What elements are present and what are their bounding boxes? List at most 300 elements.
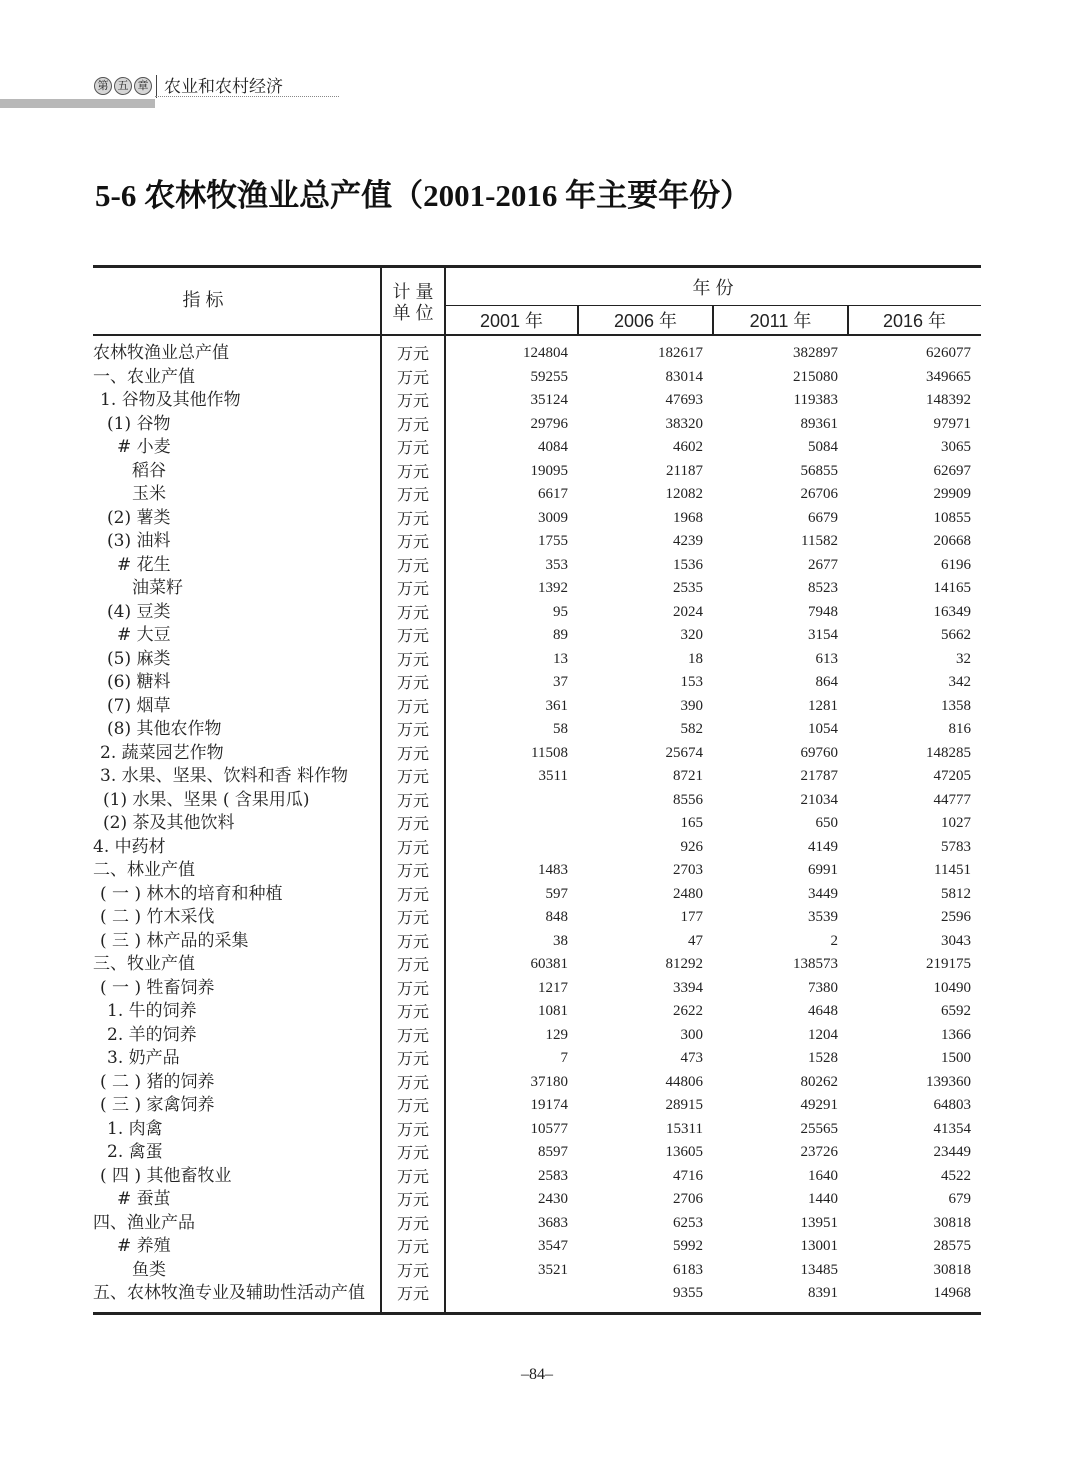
row-unit: 万元 bbox=[396, 508, 429, 528]
value-col-2: 28915 bbox=[665, 1097, 703, 1113]
value-col-4: 3065 bbox=[941, 439, 971, 455]
value-col-4: 219175 bbox=[926, 956, 971, 972]
page-title: 5-6 农林牧渔业总产值（2001-2016 年主要年份） bbox=[95, 178, 752, 213]
value-col-2: 473 bbox=[680, 1050, 703, 1066]
row-unit: 万元 bbox=[396, 579, 429, 598]
header-year: 2016 年 bbox=[882, 311, 947, 331]
row-unit: 万元 bbox=[396, 532, 429, 551]
value-col-3: 4648 bbox=[808, 1003, 838, 1019]
row-label: # 蚕茧 bbox=[117, 1189, 171, 1209]
table-row bbox=[93, 1282, 981, 1306]
value-col-4: 30818 bbox=[933, 1261, 971, 1278]
row-label: 三、牧业产值 bbox=[93, 954, 195, 974]
row-label: (6) 糖料 bbox=[107, 672, 171, 692]
value-col-1: 19095 bbox=[530, 462, 568, 479]
value-col-2: 5992 bbox=[673, 1238, 703, 1254]
value-col-3: 89361 bbox=[800, 415, 838, 432]
value-col-1: 59255 bbox=[530, 368, 568, 385]
value-col-3: 864 bbox=[815, 674, 838, 690]
value-col-2: 47693 bbox=[665, 392, 703, 408]
table-row bbox=[93, 742, 981, 766]
value-col-1: 124804 bbox=[523, 345, 568, 361]
row-label: ( 一 ) 林木的培育和种植 bbox=[100, 883, 283, 904]
row-label: # 大豆 bbox=[117, 625, 171, 645]
chapter-badge-char: 五 bbox=[114, 77, 132, 95]
row-unit: 万元 bbox=[396, 790, 429, 810]
value-col-3: 613 bbox=[815, 650, 838, 667]
value-col-1: 2430 bbox=[538, 1191, 568, 1207]
row-unit: 万元 bbox=[396, 485, 429, 504]
value-col-4: 816 bbox=[948, 721, 971, 737]
value-col-4: 3043 bbox=[941, 932, 971, 949]
value-col-2: 582 bbox=[680, 721, 703, 737]
row-label: 稻谷 bbox=[132, 460, 166, 481]
value-col-3: 3449 bbox=[808, 885, 838, 902]
value-col-3: 8523 bbox=[808, 580, 838, 596]
row-label: # 养殖 bbox=[117, 1236, 171, 1256]
row-unit: 万元 bbox=[396, 391, 429, 410]
value-col-2: 320 bbox=[680, 627, 703, 643]
row-label: ( 二 ) 猪的饲养 bbox=[100, 1071, 215, 1092]
value-col-1: 11508 bbox=[531, 744, 568, 761]
value-col-4: 14165 bbox=[933, 580, 971, 596]
value-col-2: 3394 bbox=[673, 979, 703, 996]
value-col-3: 21787 bbox=[800, 768, 838, 784]
row-label: (2) 茶及其他饮料 bbox=[103, 813, 235, 833]
table-row bbox=[93, 413, 981, 437]
value-col-4: 29909 bbox=[933, 486, 971, 502]
value-col-1 bbox=[445, 789, 578, 813]
value-col-4: 4522 bbox=[941, 1167, 971, 1184]
value-col-1: 361 bbox=[545, 697, 568, 714]
row-label: 2. 禽蛋 bbox=[107, 1142, 163, 1162]
value-col-2: 6183 bbox=[673, 1261, 703, 1278]
value-col-3: 8391 bbox=[808, 1285, 838, 1301]
value-col-1: 2583 bbox=[538, 1167, 568, 1184]
value-col-3: 1440 bbox=[808, 1191, 838, 1207]
value-col-2: 2703 bbox=[673, 862, 703, 878]
row-unit: 万元 bbox=[396, 414, 429, 434]
value-col-1: 129 bbox=[545, 1026, 568, 1043]
table-row bbox=[93, 883, 981, 907]
value-col-3: 1204 bbox=[808, 1026, 838, 1043]
value-col-1: 8597 bbox=[538, 1144, 568, 1160]
row-label: 玉米 bbox=[132, 484, 166, 504]
value-col-3: 4149 bbox=[808, 838, 838, 855]
row-unit: 万元 bbox=[396, 461, 429, 481]
value-col-1: 597 bbox=[545, 885, 568, 902]
row-unit: 万元 bbox=[396, 1002, 429, 1021]
value-col-4: 1358 bbox=[941, 697, 971, 714]
value-col-1: 37180 bbox=[530, 1073, 568, 1090]
value-col-3: 215080 bbox=[793, 368, 838, 385]
value-col-4: 1366 bbox=[941, 1026, 971, 1043]
row-unit: 万元 bbox=[396, 1143, 429, 1162]
value-col-3: 6679 bbox=[808, 509, 838, 526]
value-col-3: 26706 bbox=[800, 486, 838, 502]
table-row bbox=[93, 483, 981, 507]
value-col-3: 69760 bbox=[800, 744, 838, 761]
row-unit: 万元 bbox=[396, 673, 429, 692]
value-col-1: 7 bbox=[560, 1050, 568, 1066]
value-col-2: 8556 bbox=[673, 791, 703, 808]
value-col-2: 44806 bbox=[665, 1073, 703, 1090]
table-row bbox=[93, 930, 981, 954]
row-label: (3) 油料 bbox=[107, 531, 171, 551]
value-col-1 bbox=[445, 836, 578, 860]
value-col-3: 138573 bbox=[793, 956, 838, 972]
row-label: 五、农林牧渔专业及辅助性活动产值 bbox=[93, 1283, 365, 1303]
row-label: 1. 牛的饲养 bbox=[107, 1001, 197, 1021]
table-row bbox=[93, 1235, 981, 1259]
value-col-4: 10855 bbox=[933, 509, 971, 526]
table-top-rule bbox=[93, 265, 981, 268]
row-unit: 万元 bbox=[396, 626, 429, 645]
row-label: (1) 水果、坚果 ( 含果用瓜) bbox=[103, 789, 310, 810]
table-row bbox=[93, 1071, 981, 1095]
value-col-2: 4716 bbox=[673, 1167, 703, 1184]
row-label: (2) 薯类 bbox=[107, 507, 171, 528]
header-unit-line2: 单 位 bbox=[392, 303, 434, 323]
row-unit: 万元 bbox=[396, 1213, 429, 1233]
row-unit: 万元 bbox=[396, 602, 429, 622]
table-row bbox=[93, 1212, 981, 1236]
row-unit: 万元 bbox=[396, 1049, 429, 1068]
header-year: 2011 年 bbox=[749, 311, 812, 331]
value-col-4: 10490 bbox=[933, 979, 971, 996]
row-unit: 万元 bbox=[396, 861, 429, 880]
table-row bbox=[93, 530, 981, 554]
value-col-4: 44777 bbox=[933, 791, 971, 808]
value-col-3: 650 bbox=[815, 815, 838, 831]
row-unit: 万元 bbox=[396, 837, 429, 857]
header-unit-line1: 计 量 bbox=[392, 282, 434, 302]
row-label: ( 四 ) 其他畜牧业 bbox=[100, 1165, 232, 1186]
table-row bbox=[93, 977, 981, 1001]
value-col-1: 353 bbox=[545, 556, 568, 573]
value-col-1: 3521 bbox=[538, 1261, 568, 1278]
row-label: ( 一 ) 牲畜饲养 bbox=[100, 977, 215, 998]
row-unit: 万元 bbox=[396, 1166, 429, 1186]
value-col-2: 6253 bbox=[673, 1214, 703, 1231]
header-dotted-rule bbox=[155, 96, 339, 97]
value-col-4: 28575 bbox=[933, 1238, 971, 1254]
value-col-2: 390 bbox=[680, 697, 703, 714]
chapter-badge-char: 章 bbox=[134, 77, 152, 95]
row-label: (5) 麻类 bbox=[107, 648, 171, 669]
row-label: 鱼类 bbox=[132, 1259, 166, 1280]
value-col-3: 80262 bbox=[800, 1073, 838, 1090]
value-col-2: 2535 bbox=[673, 580, 703, 596]
row-unit: 万元 bbox=[396, 1190, 429, 1209]
value-col-1: 1392 bbox=[538, 580, 568, 596]
value-col-1: 3009 bbox=[538, 509, 568, 526]
row-label: 农林牧渔业总产值 bbox=[93, 343, 229, 363]
value-col-1: 3547 bbox=[538, 1238, 568, 1254]
row-label: # 小麦 bbox=[117, 437, 171, 457]
value-col-3: 1640 bbox=[808, 1167, 838, 1184]
row-unit: 万元 bbox=[396, 438, 429, 457]
chapter-divider bbox=[156, 75, 157, 98]
value-col-1: 848 bbox=[545, 909, 568, 925]
table-body bbox=[93, 342, 981, 1306]
row-label: ( 三 ) 家禽饲养 bbox=[100, 1095, 215, 1115]
value-col-3: 21034 bbox=[800, 791, 838, 808]
table-row bbox=[93, 1259, 981, 1283]
table-row bbox=[93, 1000, 981, 1024]
value-col-3: 6991 bbox=[808, 862, 838, 878]
value-col-3: 7380 bbox=[808, 979, 838, 996]
table-row bbox=[93, 624, 981, 648]
row-label: ( 二 ) 竹木采伐 bbox=[100, 907, 215, 927]
value-col-2: 21187 bbox=[666, 462, 703, 479]
value-col-4: 41354 bbox=[933, 1120, 971, 1137]
table-row bbox=[93, 1165, 981, 1189]
table-row bbox=[93, 765, 981, 789]
value-col-3: 23726 bbox=[800, 1144, 838, 1160]
value-col-1: 1081 bbox=[538, 1003, 568, 1019]
value-col-1: 37 bbox=[553, 674, 568, 690]
value-col-3: 7948 bbox=[808, 603, 838, 620]
row-label: 2. 羊的饲养 bbox=[107, 1024, 197, 1045]
value-col-3: 13485 bbox=[800, 1261, 838, 1278]
row-unit: 万元 bbox=[396, 1284, 429, 1303]
row-unit: 万元 bbox=[396, 649, 429, 669]
value-col-3: 3539 bbox=[808, 909, 838, 925]
value-col-1: 95 bbox=[553, 603, 568, 620]
value-col-3: 56855 bbox=[800, 462, 838, 479]
value-col-1: 1755 bbox=[538, 533, 568, 549]
value-col-2: 182617 bbox=[658, 345, 703, 361]
value-col-4: 20668 bbox=[933, 533, 971, 549]
table-row bbox=[93, 507, 981, 531]
value-col-3: 2 bbox=[830, 932, 838, 949]
row-label: 二、林业产值 bbox=[93, 860, 195, 880]
value-col-4: 5812 bbox=[941, 885, 971, 902]
value-col-2: 9355 bbox=[673, 1285, 703, 1301]
row-unit: 万元 bbox=[396, 696, 429, 716]
value-col-4: 1027 bbox=[941, 815, 971, 831]
value-col-3: 119383 bbox=[793, 392, 838, 408]
value-col-4: 62697 bbox=[933, 462, 971, 479]
row-unit: 万元 bbox=[396, 1096, 429, 1115]
row-unit: 万元 bbox=[396, 555, 429, 575]
value-col-2: 12082 bbox=[665, 486, 703, 502]
value-col-2: 38320 bbox=[665, 415, 703, 432]
table-row bbox=[93, 953, 981, 977]
value-col-4: 626077 bbox=[926, 345, 971, 361]
table-row bbox=[93, 1141, 981, 1165]
table-row bbox=[93, 436, 981, 460]
row-label: 四、渔业产品 bbox=[93, 1212, 195, 1233]
row-label: 3. 水果、坚果、饮料和香 料作物 bbox=[100, 766, 349, 786]
value-col-1: 4084 bbox=[538, 439, 568, 455]
value-col-3: 3154 bbox=[808, 627, 838, 643]
row-unit: 万元 bbox=[396, 978, 429, 998]
table-row bbox=[93, 859, 981, 883]
header-indicator: 指 标 bbox=[182, 290, 224, 310]
value-col-4: 47205 bbox=[933, 768, 971, 784]
row-label: (1) 谷物 bbox=[107, 413, 171, 434]
value-col-1 bbox=[445, 812, 578, 836]
value-col-4: 139360 bbox=[926, 1073, 971, 1090]
value-col-3: 11582 bbox=[801, 533, 838, 549]
table-row bbox=[93, 789, 981, 813]
row-unit: 万元 bbox=[396, 1237, 429, 1256]
row-unit: 万元 bbox=[396, 720, 429, 739]
value-col-4: 32 bbox=[956, 650, 971, 667]
value-col-2: 8721 bbox=[673, 768, 703, 784]
row-unit: 万元 bbox=[396, 884, 429, 904]
value-col-1: 38 bbox=[553, 932, 568, 949]
value-col-4: 5783 bbox=[941, 838, 971, 855]
row-unit: 万元 bbox=[396, 908, 429, 927]
row-unit: 万元 bbox=[396, 367, 429, 387]
value-col-4: 148285 bbox=[926, 744, 971, 761]
row-unit: 万元 bbox=[396, 931, 429, 951]
value-col-4: 64803 bbox=[933, 1097, 971, 1113]
value-col-1: 13 bbox=[553, 650, 568, 667]
value-col-4: 97971 bbox=[933, 415, 971, 432]
value-col-4: 5662 bbox=[941, 627, 971, 643]
table-row bbox=[93, 1188, 981, 1212]
table-row bbox=[93, 460, 981, 484]
value-col-4: 30818 bbox=[933, 1214, 971, 1231]
value-col-4: 11451 bbox=[934, 862, 971, 878]
table-row bbox=[93, 554, 981, 578]
value-col-4: 16349 bbox=[933, 603, 971, 620]
row-unit: 万元 bbox=[396, 955, 429, 974]
value-col-4: 6196 bbox=[941, 556, 971, 573]
page-number: –84– bbox=[521, 1366, 553, 1383]
value-col-1: 1217 bbox=[538, 979, 568, 996]
value-col-2: 2706 bbox=[673, 1191, 703, 1207]
row-label: # 花生 bbox=[117, 554, 171, 575]
table-row bbox=[93, 389, 981, 413]
value-col-4: 148392 bbox=[926, 392, 971, 408]
row-label: ( 三 ) 林产品的采集 bbox=[100, 930, 249, 951]
row-label: (7) 烟草 bbox=[107, 695, 171, 716]
value-col-2: 1968 bbox=[673, 509, 703, 526]
row-unit: 万元 bbox=[396, 1119, 429, 1139]
table-row bbox=[93, 366, 981, 390]
value-col-1: 3511 bbox=[538, 768, 568, 784]
table-row bbox=[93, 718, 981, 742]
row-label: 3. 奶产品 bbox=[107, 1048, 180, 1068]
table-row bbox=[93, 695, 981, 719]
row-unit: 万元 bbox=[396, 1025, 429, 1045]
value-col-2: 177 bbox=[680, 909, 703, 925]
value-col-4: 14968 bbox=[933, 1285, 971, 1301]
value-col-4: 342 bbox=[948, 674, 971, 690]
value-col-1: 3683 bbox=[538, 1214, 568, 1231]
table-row bbox=[93, 342, 981, 366]
value-col-3: 1054 bbox=[808, 721, 838, 737]
table-row bbox=[93, 812, 981, 836]
row-label: 2. 蔬菜园艺作物 bbox=[100, 742, 224, 763]
value-col-2: 300 bbox=[680, 1026, 703, 1043]
row-label: 1. 肉禽 bbox=[107, 1118, 163, 1139]
value-col-2: 2622 bbox=[673, 1003, 703, 1019]
value-col-2: 13605 bbox=[665, 1144, 703, 1160]
value-col-2: 4602 bbox=[673, 439, 703, 455]
value-col-2: 25674 bbox=[665, 744, 703, 761]
value-col-1: 19174 bbox=[530, 1097, 568, 1113]
table-row bbox=[93, 648, 981, 672]
value-col-1 bbox=[445, 1282, 578, 1306]
value-col-3: 382897 bbox=[793, 345, 838, 361]
value-col-3: 1528 bbox=[808, 1050, 838, 1066]
value-col-3: 25565 bbox=[800, 1120, 838, 1137]
value-col-1: 6617 bbox=[538, 486, 568, 502]
value-col-4: 679 bbox=[948, 1191, 971, 1207]
value-col-3: 2677 bbox=[808, 556, 838, 573]
value-col-2: 153 bbox=[680, 674, 703, 690]
value-col-2: 15311 bbox=[666, 1120, 703, 1137]
value-col-1: 89 bbox=[553, 627, 568, 643]
table-row bbox=[93, 1094, 981, 1118]
row-unit: 万元 bbox=[396, 743, 429, 763]
value-col-2: 4239 bbox=[673, 533, 703, 549]
table-row bbox=[93, 601, 981, 625]
value-col-1: 29796 bbox=[530, 415, 568, 432]
chapter-badge-char: 第 bbox=[94, 77, 112, 95]
value-col-2: 81292 bbox=[665, 956, 703, 972]
header-bar bbox=[0, 99, 155, 108]
value-col-1: 35124 bbox=[530, 392, 568, 408]
value-col-4: 1500 bbox=[941, 1050, 971, 1066]
row-unit: 万元 bbox=[396, 814, 429, 833]
value-col-4: 23449 bbox=[933, 1144, 971, 1160]
value-col-4: 6592 bbox=[941, 1003, 971, 1019]
value-col-1: 1483 bbox=[538, 862, 568, 878]
chapter-title: 农业和农村经济 bbox=[164, 77, 283, 96]
value-col-2: 165 bbox=[680, 815, 703, 831]
row-unit: 万元 bbox=[396, 1260, 429, 1280]
table-row bbox=[93, 1118, 981, 1142]
row-label: (8) 其他农作物 bbox=[107, 719, 222, 739]
table-row bbox=[93, 577, 981, 601]
row-label: 1. 谷物及其他作物 bbox=[100, 390, 241, 410]
row-label: 一、农业产值 bbox=[93, 366, 195, 387]
value-col-1: 60381 bbox=[530, 956, 568, 972]
row-label: 4. 中药材 bbox=[93, 836, 166, 857]
row-unit: 万元 bbox=[396, 1072, 429, 1092]
chapter-badge bbox=[94, 77, 152, 97]
value-col-2: 2024 bbox=[673, 603, 703, 620]
value-col-4: 349665 bbox=[926, 368, 971, 385]
value-col-3: 13001 bbox=[800, 1238, 838, 1254]
header-year: 2006 年 bbox=[613, 311, 678, 331]
value-col-2: 2480 bbox=[673, 885, 703, 902]
value-col-3: 49291 bbox=[800, 1097, 838, 1113]
row-label: (4) 豆类 bbox=[107, 601, 171, 622]
value-col-2: 1536 bbox=[673, 556, 703, 573]
header-year: 2001 年 bbox=[479, 311, 544, 331]
value-col-4: 2596 bbox=[941, 909, 971, 925]
table-row bbox=[93, 1024, 981, 1048]
row-label: 油菜籽 bbox=[132, 578, 183, 598]
value-col-2: 926 bbox=[680, 838, 703, 855]
row-unit: 万元 bbox=[396, 767, 429, 786]
value-col-3: 5084 bbox=[808, 439, 838, 455]
table-row bbox=[93, 671, 981, 695]
value-col-2: 47 bbox=[688, 932, 703, 949]
value-col-1: 10577 bbox=[530, 1120, 568, 1137]
value-col-1: 58 bbox=[553, 721, 568, 737]
table-row bbox=[93, 906, 981, 930]
value-col-3: 13951 bbox=[800, 1214, 838, 1231]
